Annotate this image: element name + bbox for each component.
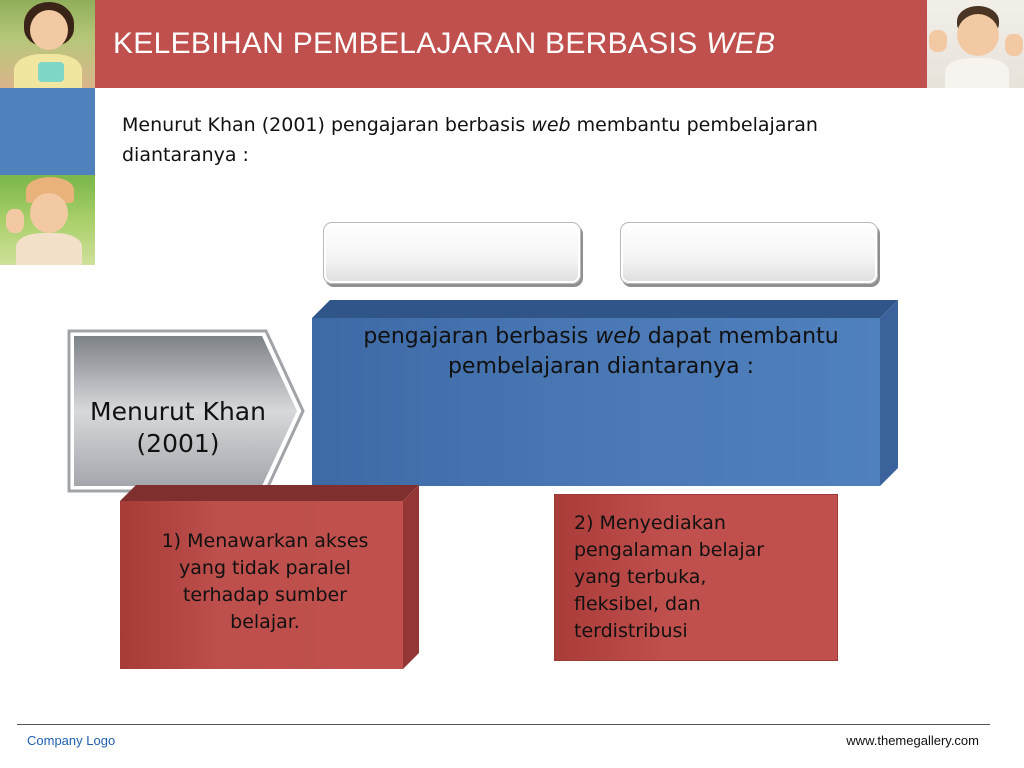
accent-block <box>0 88 95 175</box>
empty-placeholder-box-1 <box>323 222 581 284</box>
red-box-2-text: 2) Menyediakan pengalaman belajar yang terbuka, fleksibel, dan terdistribusi <box>574 512 765 642</box>
footer-company-logo: Company Logo <box>27 733 116 748</box>
intro-text: Menurut Khan (2001) pengajaran berbasis web membantu pembelajaran diantaranya : <box>122 114 818 166</box>
slide-title: KELEBIHAN PEMBELAJARAN BERBASIS WEB <box>113 27 776 60</box>
red-box-1-text: 1) Menawarkan akses yang tidak paralel terhadap sumber belajar. <box>161 530 369 633</box>
photo-child-baby <box>927 0 1024 88</box>
photo-child-girl <box>0 0 95 88</box>
footer-website: www.themegallery.com <box>846 733 979 748</box>
empty-placeholder-box-2 <box>620 222 878 284</box>
arrow-label: Menurut Khan (2001) <box>90 397 266 458</box>
footer-divider <box>17 724 990 725</box>
blue-box-text: pengajaran berbasis web dapat membantu pembelajaran diantaranya : <box>363 324 839 379</box>
photo-child-hat <box>0 175 95 265</box>
